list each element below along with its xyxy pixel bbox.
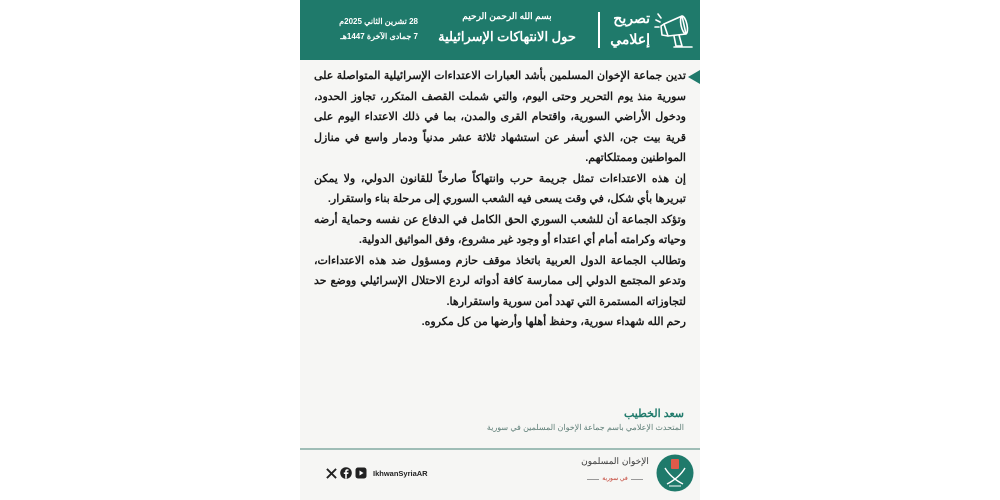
footer-divider — [300, 448, 700, 450]
logo-rule-right — [631, 479, 643, 480]
badge-line-2: إعلامي — [610, 31, 650, 47]
statement-body — [314, 66, 686, 396]
organization-logo — [580, 452, 696, 496]
crossed-swords-emblem-icon — [656, 454, 694, 492]
logo-subtext-row — [580, 474, 650, 484]
paragraph-2: إن هذه الاعتداءات تمثل جريمة حرب وانتهاكاً صارخاً للقانون الدولي، ولا يمكن تبريرها بأي شكل، في وقت يسعى فيه الشعب السوري إلى مرحلة بناء واستقرار. — [314, 172, 686, 205]
youtube-icon[interactable] — [355, 467, 367, 479]
date-hijri: 7 جمادى الآخرة 1447هـ — [340, 32, 418, 41]
paragraph-5: رحم الله شهداء سورية، وحفظ أهلها وأرضها من كل مكروه. — [421, 316, 686, 328]
logo-calligraphy: الإخوان المسلمون — [581, 457, 649, 467]
header-divider — [598, 12, 600, 48]
statement-badge — [602, 8, 650, 50]
statement-title: حول الانتهاكات الإسرائيلية — [438, 29, 576, 44]
title-block — [424, 9, 590, 48]
facebook-icon[interactable] — [340, 467, 352, 479]
bismillah: بسم الله الرحمن الرحيم — [462, 11, 552, 21]
paragraph-1: تدين جماعة الإخوان المسلمين بأشد العبارات الاعتداءات الإسرائيلية المتواصلة على سورية منذ يوم التحرير وحتى اليوم، والتي شملت القصف المتكرر، تجاوز الحدود، ودخول الأراضي السورية، واقتحام القرى والمدن، بما في ذلك الاعتداء اليوم على قرية بيت جن، الذي أسفر عن استشهاد ثلاثة عشر مدنياً ودمار واسع في منازل المواطنين وممتلكاتهم. — [314, 70, 686, 164]
signature-block — [314, 407, 684, 434]
dates-block — [310, 14, 418, 44]
badge-line-1: تصريح — [613, 10, 650, 26]
social-links — [325, 466, 428, 480]
paragraph-pointer-icon — [688, 70, 700, 84]
logo-rule-left — [587, 479, 599, 480]
social-handle[interactable]: IkhwanSyriaAR — [373, 468, 428, 478]
paragraph-4: وتطالب الجماعة الدول العربية باتخاذ موقف حازم ومسؤول ضد هذه الاعتداءات، وتدعو المجتمع الدولي إلى ممارسة كافة أدواته لردع الاحتلال الإسرائيلي ووضع حد لتجاوزاته المستمرة التي تهدد أمن سورية واستقرارها. — [314, 254, 686, 308]
date-gregorian: 28 تشرين الثاني 2025م — [339, 17, 418, 26]
megaphone-icon — [652, 8, 694, 50]
paragraph-3: وتؤكد الجماعة أن للشعب السوري الحق الكامل في الدفاع عن نفسه وحماية أرضه وحياته وكرامته أمام أي اعتداء أو وجود غير مشروع، وفق المواثيق الدولية. — [314, 213, 686, 246]
spokesperson-name: سعد الخطيب — [623, 408, 684, 420]
spokesperson-role: المتحدث الإعلامي باسم جماعة الإخوان المسلمين في سورية — [486, 423, 684, 432]
header-banner — [300, 0, 700, 60]
x-icon[interactable] — [325, 467, 337, 479]
press-statement-card — [300, 0, 700, 500]
logo-subtext: في سورية — [602, 476, 628, 482]
